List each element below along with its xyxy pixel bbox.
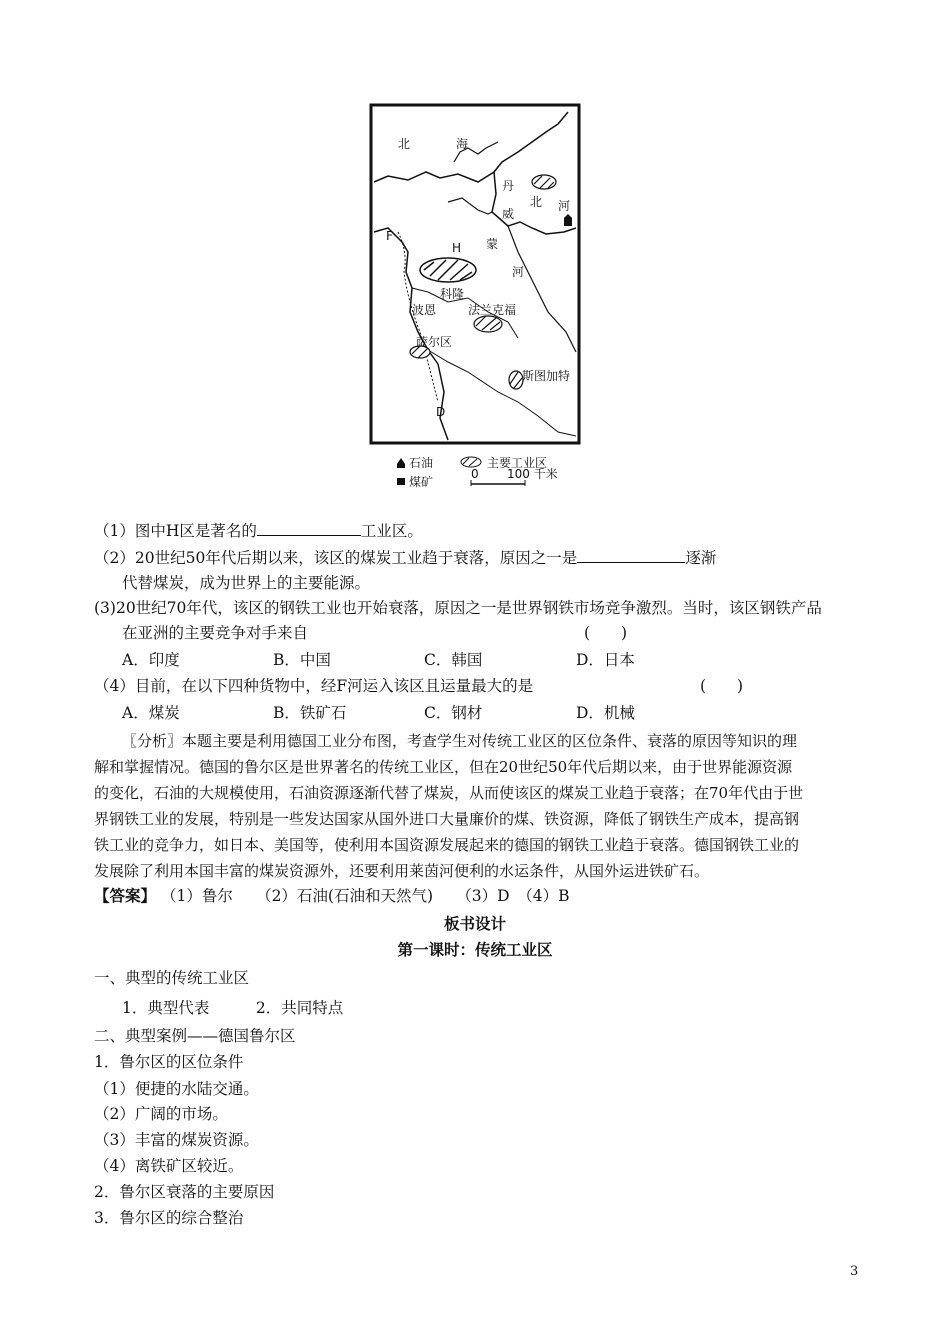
map-label-north: 北 (398, 137, 411, 151)
map-legend (395, 450, 575, 492)
question-3-option-c: C．韩国 (424, 651, 483, 669)
legend-scale-max: 100 千米 (507, 467, 558, 481)
map-label-stuttgart: 斯图加特 (522, 369, 571, 383)
oil-icon (397, 458, 405, 468)
germany-industry-map (368, 102, 582, 446)
analysis-line: 界钢铁工业的发展，特别是一些发达国家从国外进口大量廉价的煤、铁资源，降低了钢铁生产成本，提高钢 (94, 810, 800, 828)
question-3-line2: 在亚洲的主要竞争对手来自 (122, 624, 309, 642)
board-item: （4）离铁矿区较近。 (94, 1157, 244, 1175)
question-4: （4）目前，在以下四种货物中，经F河运入该区且运量最大的是 (94, 677, 534, 695)
map-label-frankfurt: 法兰克福 (468, 303, 517, 317)
board-item: 2．鲁尔区衰落的主要原因 (94, 1183, 275, 1201)
question-4-option-d: D．机械 (576, 704, 635, 722)
answer-line (94, 886, 570, 906)
map-label-denmark: 丹 (502, 179, 515, 193)
board-subtitle: 第一课时：传统工业区 (397, 940, 553, 959)
question-2 (94, 546, 716, 568)
analysis-line: 〖分析〗本题主要是利用德国工业分布图，考查学生对传统工业区的区位条件、衰落的原因等知识的理 (122, 732, 798, 750)
board-title: 板书设计 (443, 914, 506, 933)
map-label-kolun: 科隆 (440, 287, 465, 301)
map-label-h: H (452, 241, 462, 255)
map-label-wei: 威 (502, 207, 515, 221)
board-item: （2）广阔的市场。 (94, 1105, 228, 1123)
question-4-paren: ( ) (700, 677, 744, 695)
map-label-saar: 萨尔区 (416, 335, 453, 349)
question-2-cont: 代替煤炭，成为世界上的主要能源。 (122, 574, 371, 592)
answer-label: 【答案】 (94, 886, 157, 905)
analysis-line: 发展除了利用本国丰富的煤炭资源外，还要利用莱茵河便利的水运条件，从国外运进铁矿石。 (94, 862, 710, 880)
question-3-paren: ( ) (584, 624, 628, 642)
board-item: 二、典型案例——德国鲁尔区 (94, 1027, 296, 1045)
legend-scale-zero: 0 (471, 467, 479, 481)
coal-icon (397, 478, 405, 485)
question-3-option-b: B．中国 (273, 651, 331, 669)
question-3-option-d: D．日本 (576, 651, 635, 669)
legend-oil: 石油 (409, 456, 434, 470)
question-4-option-c: C．钢材 (424, 704, 483, 722)
answer-blank (257, 519, 361, 536)
legend-coal: 煤矿 (409, 475, 434, 489)
answer-blank (577, 546, 685, 563)
map-label-north2: 北 (530, 195, 543, 209)
board-item: 一、典型的传统工业区 (94, 969, 250, 987)
answer-text: （1）鲁尔 （2）石油(石油和天然气) （3）D （4）B (160, 887, 570, 905)
legend-industrial: 主要工业区 (487, 456, 548, 470)
board-item: （1）便捷的水陆交通。 (94, 1080, 259, 1098)
question-3-option-a: A．印度 (122, 651, 180, 669)
question-4-option-b: B．铁矿石 (273, 704, 347, 722)
question-4-option-a: A．煤炭 (122, 704, 180, 722)
analysis-line: 的变化，石油的大规模使用，石油资源逐渐代替了煤炭，从而使该区的煤炭工业趋于衰落；在70年代由于世 (94, 784, 804, 802)
analysis-line: 铁工业的竞争力，如日本、美国等，使利用本国资源发展起来的德国的钢铁工业趋于衰落。德国钢铁工业的 (94, 836, 800, 854)
question-3: (3)20世纪70年代，该区的钢铁工业也开始衰落，原因之一是世界钢铁市场竞争激烈。当时，该区钢铁产品 (94, 599, 822, 617)
map-label-river2: 河 (558, 199, 571, 213)
map-label-f: F (386, 229, 393, 243)
question-2-text: （2）20世纪50年代后期以来，该区的煤炭工业趋于衰落，原因之一是 (94, 549, 578, 567)
board-item: （3）丰富的煤炭资源。 (94, 1131, 259, 1149)
question-1-suffix: 工业区。 (360, 522, 423, 540)
map-label-meng: 蒙 (486, 237, 499, 251)
board-item: 3．鲁尔区的综合整治 (94, 1209, 244, 1227)
map-label-boen: 波恩 (412, 303, 437, 317)
map-label-he: 河 (512, 265, 525, 279)
map-label-sea: 海 (456, 137, 469, 151)
question-1-text: （1）图中H区是著名的 (94, 522, 257, 540)
analysis-line: 解和掌握情况。德国的鲁尔区是世界著名的传统工业区，但在20世纪50年代后期以来，由于世界能源资源 (94, 758, 793, 776)
board-item: 1．典型代表 2．共同特点 (122, 999, 344, 1017)
page-number: 3 (850, 1264, 859, 1279)
map-label-d: D (436, 405, 446, 419)
board-item: 1．鲁尔区的区位条件 (94, 1053, 244, 1071)
question-1 (94, 519, 423, 541)
question-2-suffix: 逐渐 (685, 549, 717, 567)
